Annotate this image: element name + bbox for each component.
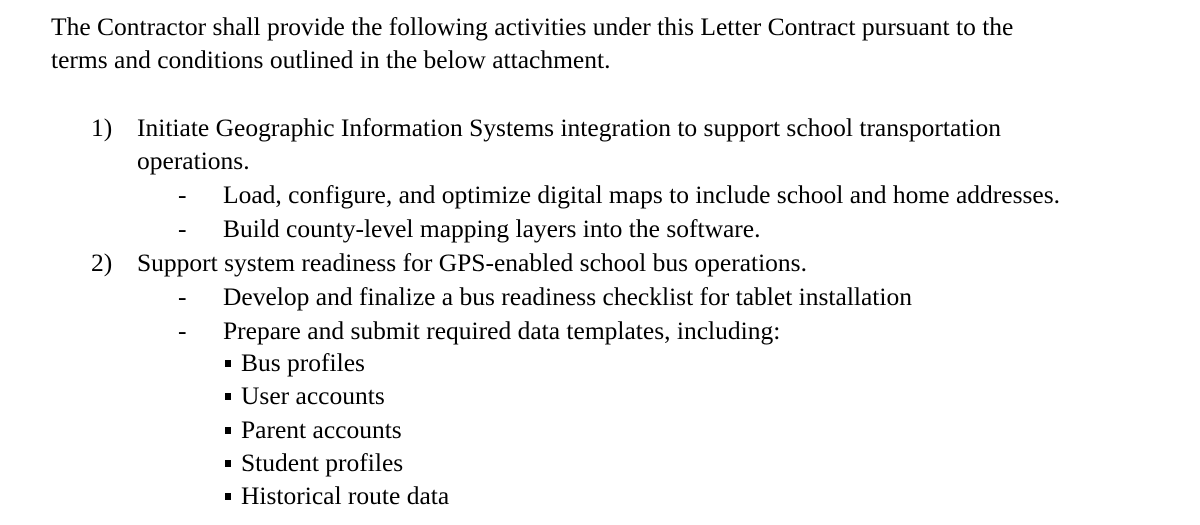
subitem-dash-marker: -	[178, 180, 187, 209]
bullet-user-accounts: User accounts	[241, 381, 385, 410]
subitem-data-templates: Prepare and submit required data templates, including:	[223, 316, 781, 345]
square-bullet-icon	[225, 460, 231, 467]
list-item-1-text-line-1: Initiate Geographic Information Systems integration to support school transportation	[137, 113, 1001, 142]
square-bullet-icon	[225, 360, 231, 367]
subitem-load-maps: Load, configure, and optimize digital maps to include school and home addresses.	[223, 180, 1061, 209]
bullet-historical-route-data: Historical route data	[241, 481, 450, 510]
subitem-dash-marker: -	[178, 316, 187, 345]
list-item-number-2: 2)	[91, 248, 113, 277]
list-item-2-text: Support system readiness for GPS-enabled school bus operations.	[137, 248, 807, 277]
subitem-readiness-checklist: Develop and finalize a bus readiness checklist for tablet installation	[223, 282, 912, 311]
list-item-1-text-line-2: operations.	[137, 146, 250, 175]
square-bullet-icon	[225, 427, 231, 434]
subitem-dash-marker: -	[178, 214, 187, 243]
bullet-bus-profiles: Bus profiles	[241, 348, 365, 377]
subitem-build-layers: Build county-level mapping layers into the software.	[223, 214, 761, 243]
intro-paragraph-line-1: The Contractor shall provide the following activities under this Letter Contract pursuant to the	[51, 12, 1014, 41]
square-bullet-icon	[225, 493, 231, 500]
list-item-number-1: 1)	[91, 113, 113, 142]
intro-paragraph-line-2: terms and conditions outlined in the below attachment.	[51, 45, 611, 74]
square-bullet-icon	[225, 393, 231, 400]
bullet-student-profiles: Student profiles	[241, 448, 404, 477]
subitem-dash-marker: -	[178, 282, 187, 311]
bullet-parent-accounts: Parent accounts	[241, 415, 402, 444]
